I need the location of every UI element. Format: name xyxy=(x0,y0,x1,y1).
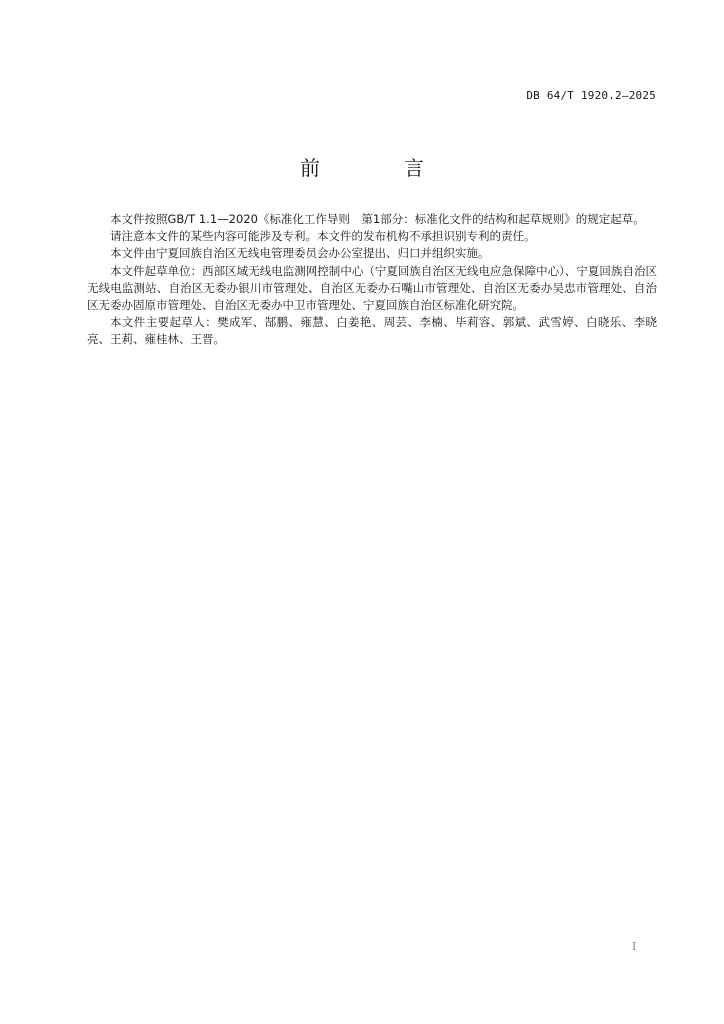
paragraph-proposer: 本文件由宁夏回族自治区无线电管理委员会办公室提出、归口并组织实施。 xyxy=(110,246,490,261)
paragraph-drafting-units: 本文件起草单位：西部区域无线电监测网控制中心（宁夏回族自治区无线电应急保障中心）、宁夏回族自治区无线电监测站、自治区无委办银川市管理处、自治区无委办石嘴山市管理处、自治区无委办吴忠市管理处、自治区无委办固原市管理处、自治区无委办中卫市管理处、宁夏回族自治区标准化研究院。 xyxy=(87,263,657,313)
paragraph-patent-notice: 请注意本文件的某些内容可能涉及专利。本文件的发布机构不承担识别专利的责任。 xyxy=(110,229,536,244)
paragraph-drafting-rules: 本文件按照GB/T 1.1—2020《标准化工作导则 第1部分：标准化文件的结构和起草规则》的规定起草。 xyxy=(110,212,645,226)
document-code: DB 64/T 1920.2—2025 xyxy=(526,89,656,102)
page-title: 前 言 xyxy=(300,156,456,180)
paragraph-drafters: 本文件主要起草人：樊成军、郜鹏、雍慧、白姜艳、周芸、李楠、毕莉容、郭斌、武雪婷、白晓乐、李晓亮、王莉、雍桂林、王晋。 xyxy=(87,315,657,347)
foreword-body xyxy=(87,211,657,349)
page-number: I xyxy=(632,940,637,953)
